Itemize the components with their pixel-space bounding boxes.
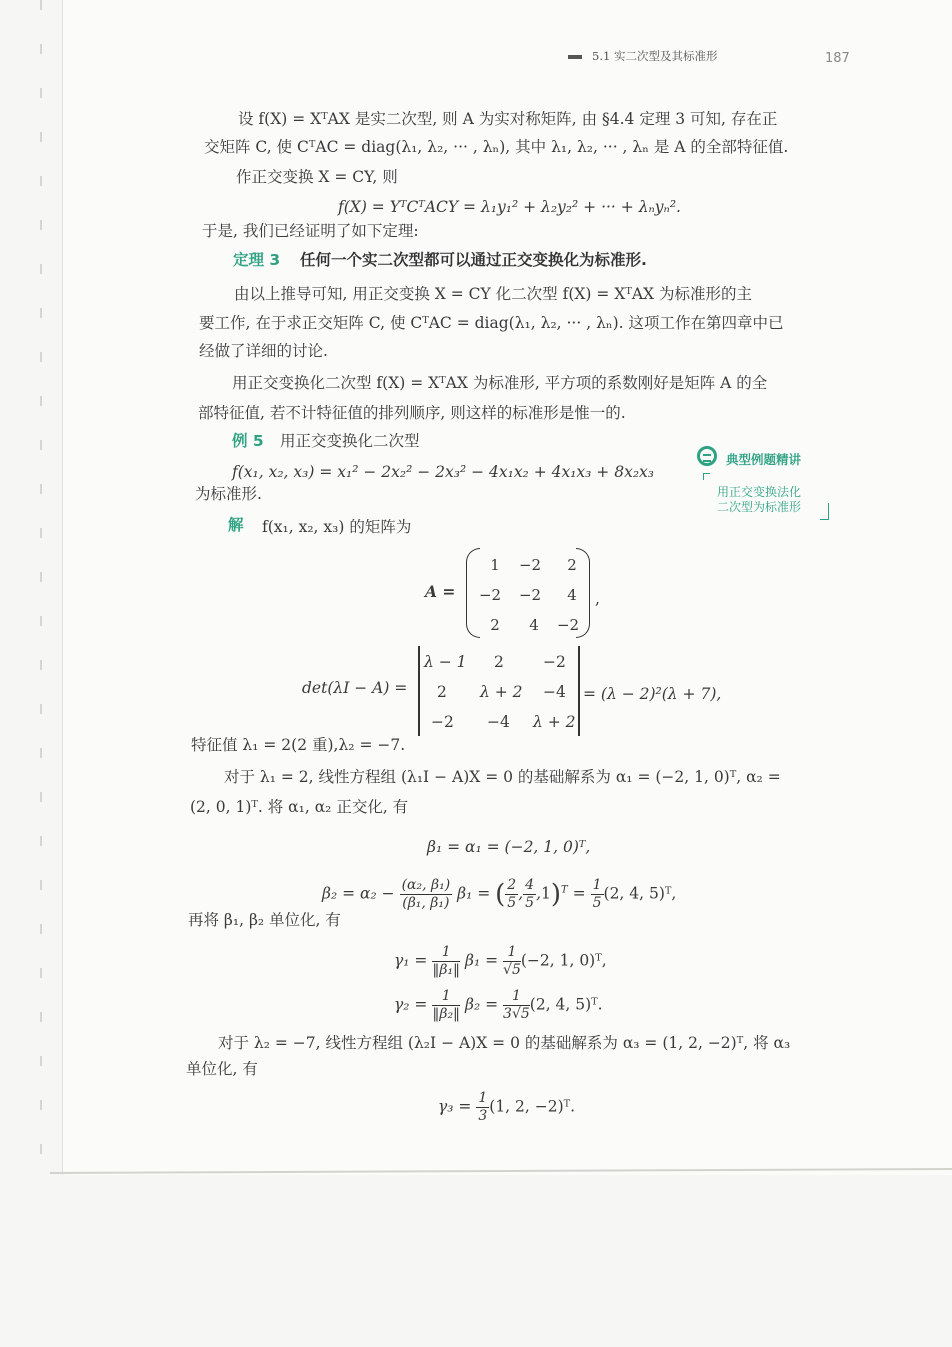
gamma3-factor-den: 3 xyxy=(478,1108,488,1124)
beta2-eq: β₂ = α₂ − $\frac{\text{(α₂, β₁)}}{\text{(β₁, β₁)}}$ β₁ = ( $\frac{2}{5}$ , $\frac{4}{5}$ ,1)$^T$ = $\frac{1}{5}$ (2, 4, 5)ᵀ, xyxy=(322,877,677,911)
eigenvalues-line: 特征值 λ₁ = 2(2 重),λ₂ = −7. xyxy=(191,736,406,754)
matrix-cell: 4 xyxy=(567,586,577,604)
beta2-fraction xyxy=(400,877,453,912)
beta2-tail: (2, 4, 5)ᵀ, xyxy=(603,884,677,903)
page-number: 187 xyxy=(825,51,850,66)
p3-line2: 部特征值, 若不计特征值的排列顺序, 则这样的标准形是惟一的. xyxy=(198,404,626,422)
sidebox-corner-top xyxy=(703,473,710,480)
sidebox-line1: 用正交变换法化 xyxy=(717,485,802,499)
gamma1-num: 1 xyxy=(432,944,460,962)
beta2-open-paren: ( xyxy=(495,879,506,910)
beta2-lhs: β₂ = α₂ − xyxy=(322,884,395,903)
det-cell: −2 xyxy=(431,713,454,731)
gamma1-lhs: γ₁ = xyxy=(394,951,428,970)
det-cell: λ + 2 xyxy=(533,713,576,731)
p2-line2: 要工作, 在于求正交矩阵 C, 使 CᵀAC = diag(λ₁, λ₂, ··· , λₙ). 这项工作在第四章中已 xyxy=(199,314,784,332)
gamma1-factor xyxy=(503,944,521,979)
beta1-eq: β₁ = α₁ = (−2, 1, 0)ᵀ, xyxy=(427,838,591,856)
gamma1-factor-den: √5 xyxy=(503,962,521,978)
beta2-vec-b-num: 4 xyxy=(525,877,535,893)
beta2-vec-a-num: 2 xyxy=(507,877,517,893)
example-label: 例 5 xyxy=(232,432,264,450)
beta2-den: (β₁, β₁) xyxy=(402,895,450,911)
example-equation: f(x₁, x₂, x₃) = x₁² − 2x₂² − 2x₃² − 4x₁x₂ + 4x₁x₃ + 8x₂x₃ xyxy=(232,463,654,481)
sidebox-line2: 二次型为标准形 xyxy=(717,500,802,514)
beta2-factor-den: 5 xyxy=(592,895,602,911)
s1-line1: 对于 λ₁ = 2, 线性方程组 (λ₁I − A)X = 0 的基础解系为 α₁ = (−2, 1, 0)ᵀ, α₂ = xyxy=(224,768,781,786)
p1-line2: 交矩阵 C, 使 CᵀAC = diag(λ₁, λ₂, ··· , λₙ), 其中 λ₁, λ₂, ··· , λₙ 是 A 的全部特征值. xyxy=(204,138,789,156)
solution-intro: f(x₁, x₂, x₃) 的矩阵为 xyxy=(262,518,412,536)
gamma1-factor-num: 1 xyxy=(503,944,521,962)
det-cell: −4 xyxy=(543,683,566,701)
p1-equation: f(X) = YᵀCᵀACY = λ₁y₁² + λ₂y₂² + ··· + λₙyₙ². xyxy=(338,198,681,216)
det-cell: −2 xyxy=(543,653,566,671)
s2-line2: 单位化, 有 xyxy=(186,1060,258,1078)
sidebox-title: 典型例题精讲 xyxy=(726,452,802,467)
matrix-cell: 2 xyxy=(567,556,577,574)
p1-line4: 于是, 我们已经证明了如下定理: xyxy=(202,222,419,240)
gamma1-mid: β₁ = xyxy=(465,951,499,970)
matrix-cell: −2 xyxy=(518,586,542,604)
matrix-cell: −2 xyxy=(556,616,580,634)
sidebox-corner-bottom xyxy=(820,503,829,520)
sidebox-typical-example[interactable] xyxy=(697,440,829,520)
gamma1-fraction xyxy=(432,944,460,979)
gamma1-tail: (−2, 1, 0)ᵀ, xyxy=(520,951,607,970)
det-cell: −4 xyxy=(487,713,510,731)
det-rhs: = (λ − 2)²(λ + 7), xyxy=(583,685,722,703)
gamma2-tail: (2, 4, 5)ᵀ. xyxy=(529,995,603,1014)
p1-line1: 设 f(X) = XᵀAX 是实二次型, 则 A 为实对称矩阵, 由 §4.4 定理 3 可知, 存在正 xyxy=(238,110,778,128)
gamma3-factor xyxy=(476,1090,489,1125)
header-rule xyxy=(568,55,582,59)
matrix-cell: 1 xyxy=(490,556,500,574)
det-right-bar xyxy=(578,646,580,736)
binding-edge xyxy=(40,0,42,1180)
beta2-vec-b-den: 5 xyxy=(525,895,535,911)
solution-label: 解 xyxy=(228,516,244,534)
beta2-transpose: T xyxy=(561,884,568,896)
beta2-vec-a xyxy=(505,877,518,912)
theorem-text: 任何一个实二次型都可以通过正交变换化为标准形. xyxy=(300,251,647,269)
det-left-bar xyxy=(418,646,420,736)
gamma3-tail: (1, 2, −2)ᵀ. xyxy=(489,1097,576,1116)
det-cell: λ − 1 xyxy=(424,653,467,671)
gamma2-eq xyxy=(394,988,603,1023)
gamma2-mid: β₂ = xyxy=(465,995,499,1014)
det-cell: 2 xyxy=(494,653,504,671)
gamma1-eq xyxy=(394,944,607,979)
gamma2-lhs: γ₂ = xyxy=(394,995,428,1014)
det-lhs: det(λI − A) = xyxy=(302,679,408,697)
unit-line: 再将 β₁, β₂ 单位化, 有 xyxy=(188,911,341,929)
beta2-vec-b xyxy=(523,877,536,912)
gamma2-num: 1 xyxy=(432,988,460,1006)
example-tail: 为标准形. xyxy=(195,485,262,503)
beta2-factor-num: 1 xyxy=(592,877,602,893)
beta2-close-paren: ) xyxy=(550,879,562,910)
gamma3-eq xyxy=(438,1090,575,1125)
p3-line1: 用正交变换化二次型 f(X) = XᵀAX 为标准形, 平方项的系数刚好是矩阵 A 的全 xyxy=(232,374,768,392)
gamma2-factor-den: 3√5 xyxy=(503,1006,530,1022)
det-cell: 2 xyxy=(437,683,447,701)
running-header-section: 5.1 实二次型及其标准形 xyxy=(592,49,718,63)
matrix-lhs: A = xyxy=(425,582,456,601)
gamma3-factor-num: 1 xyxy=(478,1090,488,1106)
gamma3-lhs: γ₃ = xyxy=(438,1097,472,1116)
beta2-vec-c: 1 xyxy=(541,884,551,903)
matrix-cell: 2 xyxy=(490,616,500,634)
det-cell: λ + 2 xyxy=(480,683,523,701)
example-title: 用正交变换化二次型 xyxy=(280,432,420,450)
s1-line2: (2, 0, 1)ᵀ. 将 α₁, α₂ 正交化, 有 xyxy=(190,798,409,816)
matrix-cell: 4 xyxy=(529,616,539,634)
beta2-equals: = xyxy=(572,884,586,903)
p2-line3: 经做了详细的讨论. xyxy=(199,342,328,360)
beta2-num: (α₂, β₁) xyxy=(401,877,451,893)
gamma2-den: ‖β₂‖ xyxy=(432,1006,461,1022)
gamma1-den: ‖β₁‖ xyxy=(432,962,461,978)
gamma2-factor-num: 1 xyxy=(503,988,530,1006)
beta2-mid: β₁ = xyxy=(457,884,491,903)
matrix-tail: , xyxy=(595,590,600,608)
gamma2-fraction xyxy=(432,988,460,1023)
beta2-factor xyxy=(591,877,604,912)
matrix-cell: −2 xyxy=(478,586,502,604)
theorem-label: 定理 3 xyxy=(233,251,281,269)
gamma2-factor xyxy=(503,988,530,1023)
p1-line3: 作正交变换 X = CY, 则 xyxy=(236,168,398,186)
s2-line1: 对于 λ₂ = −7, 线性方程组 (λ₂I − A)X = 0 的基础解系为 α₃ = (1, 2, −2)ᵀ, 将 α₃ xyxy=(218,1034,791,1052)
video-lesson-icon xyxy=(697,446,717,466)
beta2-vec-a-den: 5 xyxy=(507,895,517,911)
p2-line1: 由以上推导可知, 用正交变换 X = CY 化二次型 f(X) = XᵀAX 为标准形的主 xyxy=(234,285,753,303)
matrix-cell: −2 xyxy=(518,556,542,574)
